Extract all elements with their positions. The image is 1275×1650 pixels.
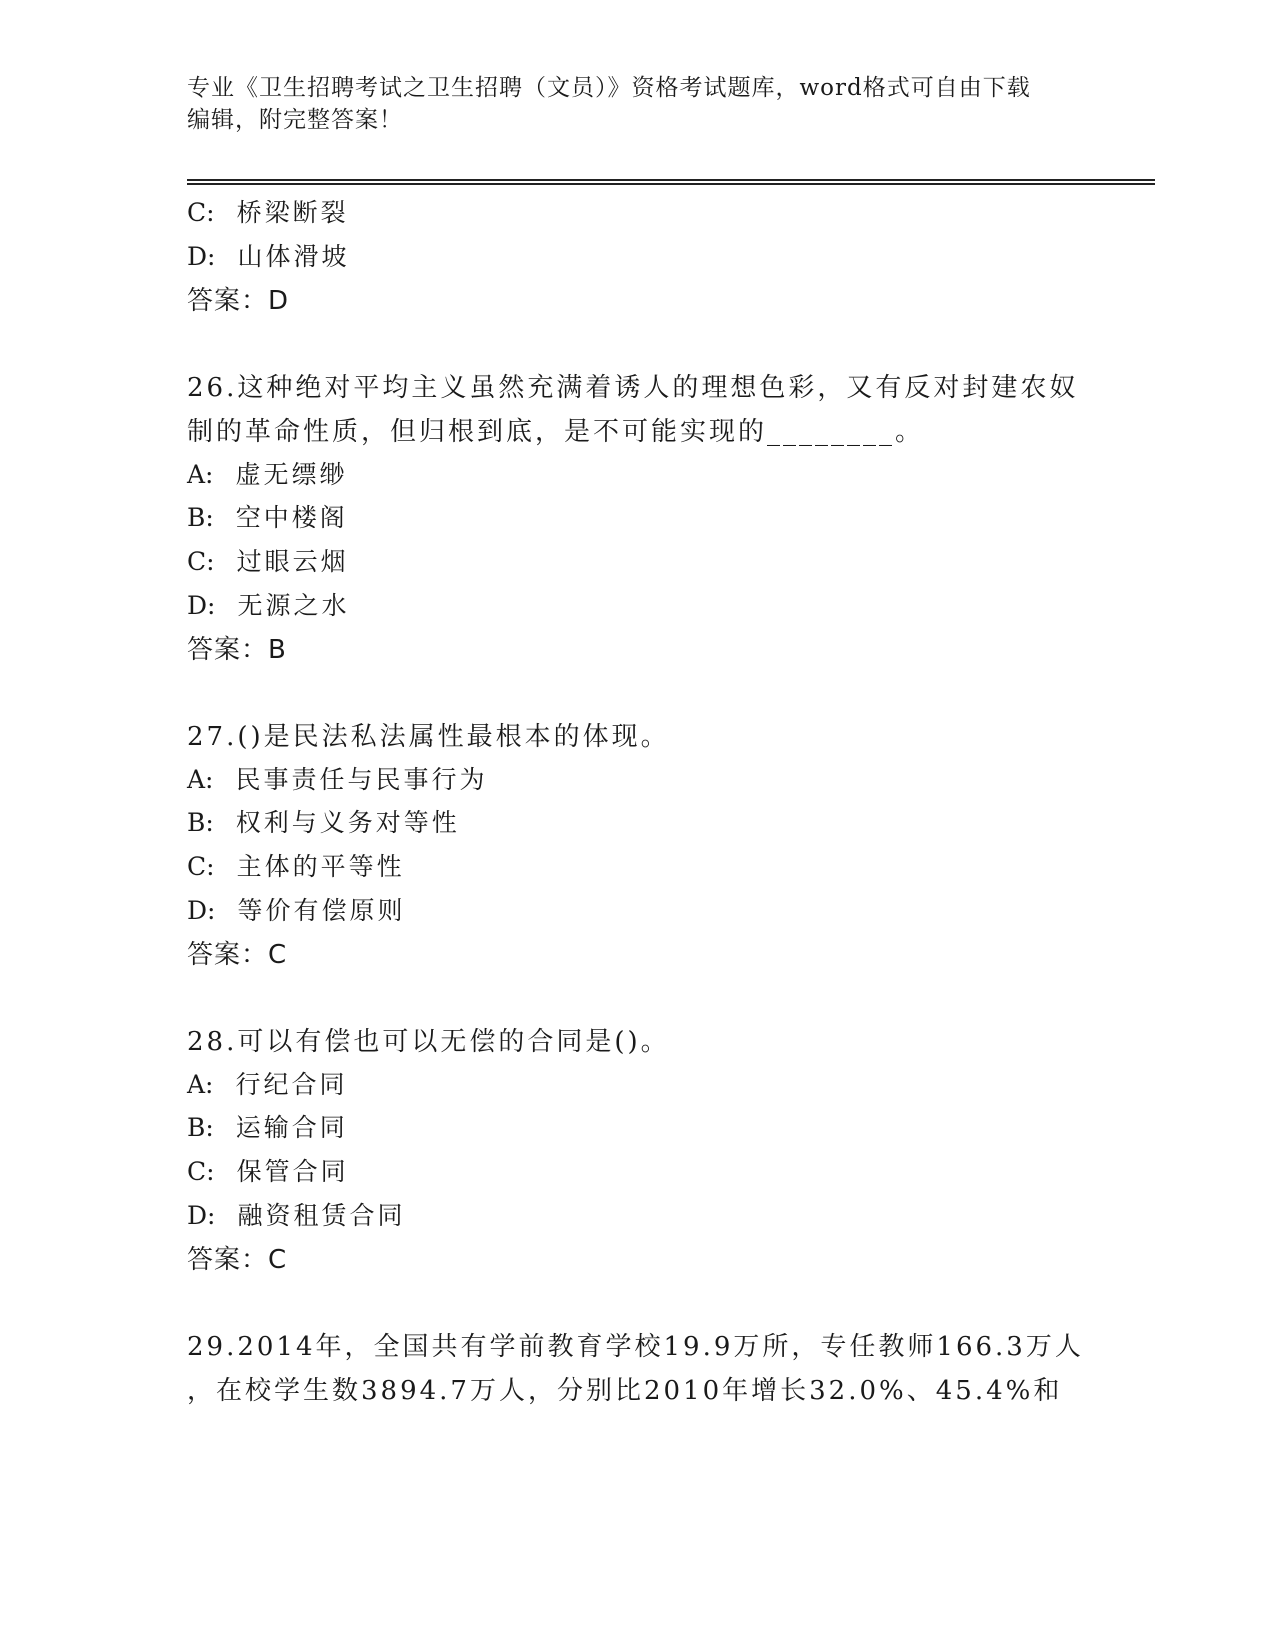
question-29-text-line-1: 29.2014年，全国共有学前教育学校19.9万所，专任教师166.3万人 <box>187 1332 1084 1362</box>
question-29-text-line-2: ，在校学生数3894.7万人，分别比2010年增长32.0%、45.4%和 <box>187 1376 1063 1406</box>
option-b: B: 空中楼阁 <box>187 503 348 532</box>
option-a: A: 虚无缥缈 <box>187 460 348 489</box>
option-d: D: 无源之水 <box>187 591 350 620</box>
question-28-text: 28.可以有偿也可以无偿的合同是()。 <box>187 1027 670 1057</box>
option-d: D: 山体滑坡 <box>187 242 350 271</box>
option-c: C: 过眼云烟 <box>187 547 349 576</box>
option-b: B: 权利与义务对等性 <box>187 808 460 837</box>
option-d: D: 融资租赁合同 <box>187 1201 406 1230</box>
question-26-text-line-1: 26.这种绝对平均主义虽然充满着诱人的理想色彩，又有反对封建农奴 <box>187 373 1079 403</box>
header-line-1: 专业《卫生招聘考试之卫生招聘（文员）》资格考试题库，word格式可自由下载 <box>187 75 1031 101</box>
option-c: C: 桥梁断裂 <box>187 198 349 227</box>
answer-line: 答案：C <box>187 940 288 970</box>
header-divider-top <box>187 179 1155 181</box>
answer-line: 答案：B <box>187 635 287 665</box>
option-d: D: 等价有偿原则 <box>187 896 406 925</box>
answer-line: 答案：D <box>187 286 290 316</box>
question-27-text: 27.()是民法私法属性最根本的体现。 <box>187 722 670 752</box>
header-divider-bottom <box>187 183 1155 185</box>
page-header <box>187 72 1077 136</box>
header-line-2: 编辑，附完整答案！ <box>187 107 403 133</box>
option-c: C: 保管合同 <box>187 1157 349 1186</box>
option-c: C: 主体的平等性 <box>187 852 405 881</box>
option-b: B: 运输合同 <box>187 1113 348 1142</box>
option-a: A: 行纪合同 <box>187 1070 348 1099</box>
question-26-text-line-2: 制的革命性质，但归根到底，是不可能实现的________。 <box>187 417 925 447</box>
option-a: A: 民事责任与民事行为 <box>187 765 488 794</box>
answer-line: 答案：C <box>187 1245 288 1275</box>
